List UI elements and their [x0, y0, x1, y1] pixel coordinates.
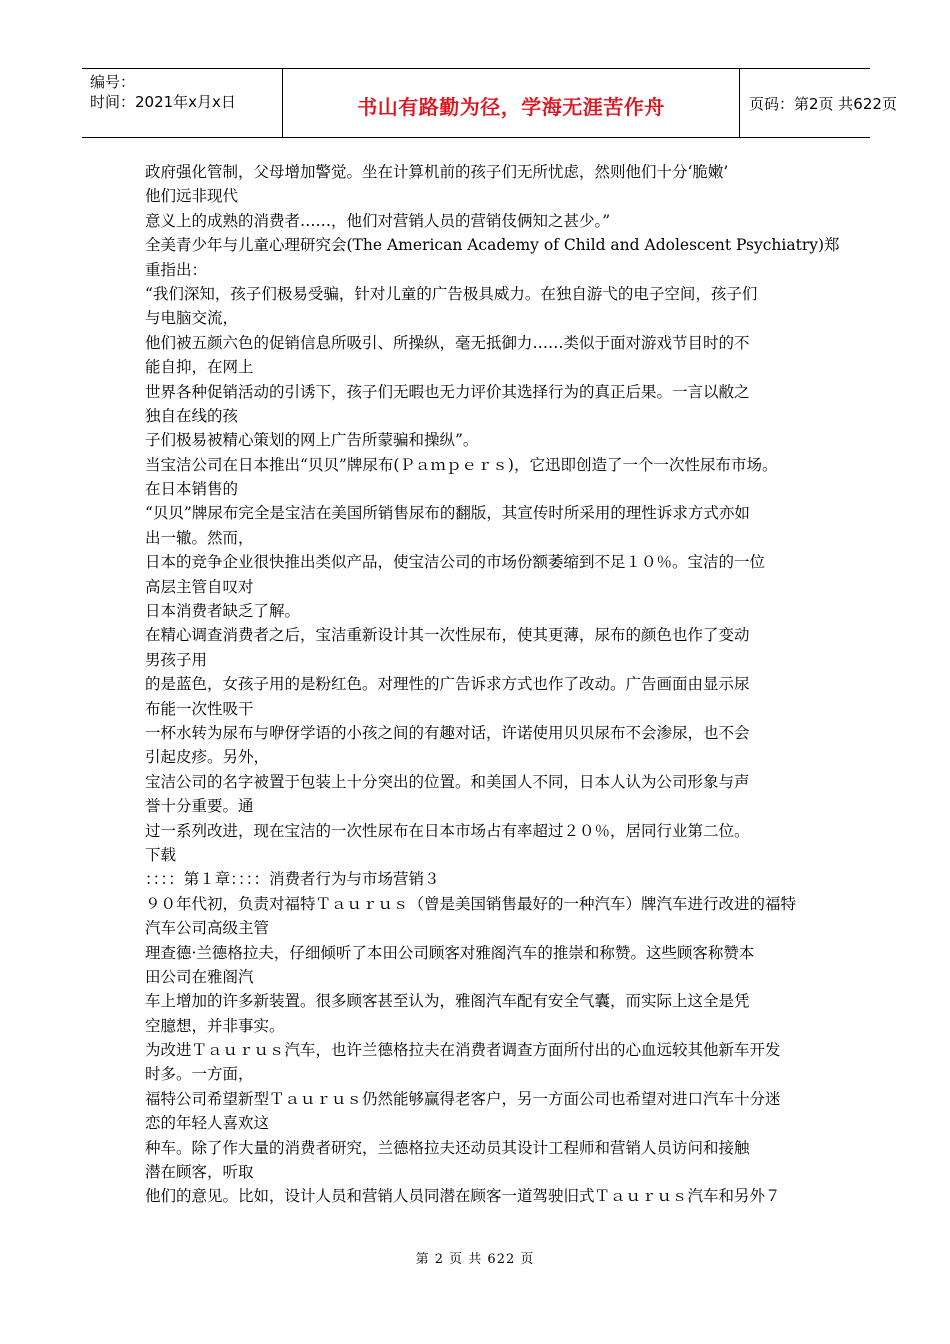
body-line: 独自在线的孩 — [145, 406, 239, 425]
body-line: 种车。除了作大量的消费者研究，兰德格拉夫还动员其设计工程师和营销人员访问和接触 — [145, 1138, 750, 1157]
body-line: “贝贝”牌尿布完全是宝洁在美国所销售尿布的翻版，其宣传时所采用的理性诉求方式亦如 — [145, 504, 750, 523]
page-footer: 第 2 页 共 622 页 — [415, 1252, 535, 1267]
body-line: 理查德·兰德格拉夫，仔细倾听了本田公司顾客对雅阁汽车的推崇和称赞。这些顾客称赞本 — [145, 943, 755, 962]
body-line: 潜在顾客，听取 — [145, 1163, 254, 1182]
body-line: 过一系列改进，现在宝洁的一次性尿布在日本市场占有率超过２０％，居同行业第二位。 — [145, 821, 750, 840]
body-line: 当宝洁公司在日本推出“贝贝”牌尿布(Ｐａｍｐｅｒｓ)，它迅即创造了一个一次性尿布市场。 — [145, 455, 778, 474]
body-line: 能自抑，在网上 — [145, 358, 254, 377]
body-line: 日本消费者缺乏了解。 — [145, 602, 301, 621]
header-page-cell — [739, 69, 897, 137]
body-line: 世界各种促销活动的引诱下，孩子们无暇也无力评价其选择行为的真正后果。一言以敝之 — [145, 382, 750, 401]
document-header — [82, 68, 897, 138]
body-line: 布能一次性吸干 — [145, 699, 254, 718]
body-line: 重指出： — [145, 260, 208, 279]
body-line: 男孩子用 — [145, 650, 208, 669]
body-line: 全美青少年与儿童心理研究会(The American Academy of Child and Adolescent Psychiatry)郑 — [145, 236, 840, 255]
body-line: 田公司在雅阁汽 — [145, 967, 254, 986]
body-line: 他们远非现代 — [145, 187, 239, 206]
body-line: 车上增加的许多新装置。很多顾客甚至认为，雅阁汽车配有安全气囊，而实际上这全是凭 — [145, 992, 750, 1011]
body-line: 时多。一方面， — [145, 1065, 254, 1084]
body-line: 在日本销售的 — [145, 480, 239, 499]
body-line: 恋的年轻人喜欢这 — [145, 1114, 270, 1133]
page-info: 页码：第2页 共622页 — [749, 95, 897, 113]
motto-text: 书山有路勤为径，学海无涯苦作舟 — [357, 95, 665, 119]
header-meta-cell — [82, 69, 282, 137]
header-motto-cell — [282, 69, 740, 137]
body-line: 政府强化管制，父母增加警觉。坐在计算机前的孩子们无所忧虑，然则他们十分‘脆嫩’ — [145, 163, 729, 181]
body-line: 他们被五颜六色的促销信息所吸引、所操纵，毫无抵御力……类似于面对游戏节目时的不 — [145, 333, 750, 352]
body-line: 日本的竞争企业很快推出类似产品，使宝洁公司的市场份额萎缩到不足１０％。宝洁的一位 — [145, 553, 766, 572]
body-line: 宝洁公司的名字被置于包装上十分突出的位置。和美国人不同，日本人认为公司形象与声 — [145, 772, 750, 791]
body-line: 一杯水转为尿布与咿伢学语的小孩之间的有趣对话，许诺使用贝贝尿布不会渗尿，也不会 — [145, 723, 750, 742]
body-line: 在精心调查消费者之后，宝洁重新设计其一次性尿布，使其更薄，尿布的颜色也作了变动 — [145, 626, 750, 645]
body-line: 誉十分重要。通 — [145, 797, 254, 816]
body-line: ９０年代初，负责对福特Ｔａｕｒｕｓ（曾是美国销售最好的一种汽车）牌汽车进行改进的福特 — [145, 894, 797, 913]
body-line: 下载 — [145, 845, 177, 864]
body-line: 高层主管自叹对 — [145, 577, 254, 596]
document-body — [145, 160, 840, 1209]
body-line: 出一辙。然而， — [145, 528, 254, 547]
date-line: 时间：2021年x月x日 — [90, 93, 236, 111]
body-line: ：：：：第１章：：：：消费者行为与市场营销３ — [145, 870, 440, 889]
body-line: 的是蓝色，女孩子用的是粉红色。对理性的广告诉求方式也作了改动。广告画面由显示尿 — [145, 675, 750, 694]
body-line: 意义上的成熟的消费者……，他们对营销人员的营销伎俩知之甚少。” — [145, 211, 611, 230]
body-line: 子们极易被精心策划的网上广告所蒙骗和操纵”。 — [145, 431, 479, 450]
serial-label: 编号： — [90, 73, 136, 91]
body-line: 他们的意见。比如，设计人员和营销人员同潜在顾客一道驾驶旧式Ｔａｕｒｕｓ汽车和另外７ — [145, 1187, 781, 1206]
body-line: 汽车公司高级主管 — [145, 919, 270, 938]
body-line: 空臆想，并非事实。 — [145, 1016, 285, 1035]
body-line: 引起皮疹。另外， — [145, 748, 270, 767]
body-line: 与电脑交流， — [145, 309, 239, 328]
body-line: “我们深知，孩子们极易受骗，针对儿童的广告极具威力。在独自游弋的电子空间，孩子们 — [145, 284, 758, 303]
body-line: 为改进Ｔａｕｒｕｓ汽车，也许兰德格拉夫在消费者调查方面所付出的心血远较其他新车开发 — [145, 1041, 781, 1060]
body-line: 福特公司希望新型Ｔａｕｒｕｓ仍然能够赢得老客户，另一方面公司也希望对进口汽车十分迷 — [145, 1089, 781, 1108]
